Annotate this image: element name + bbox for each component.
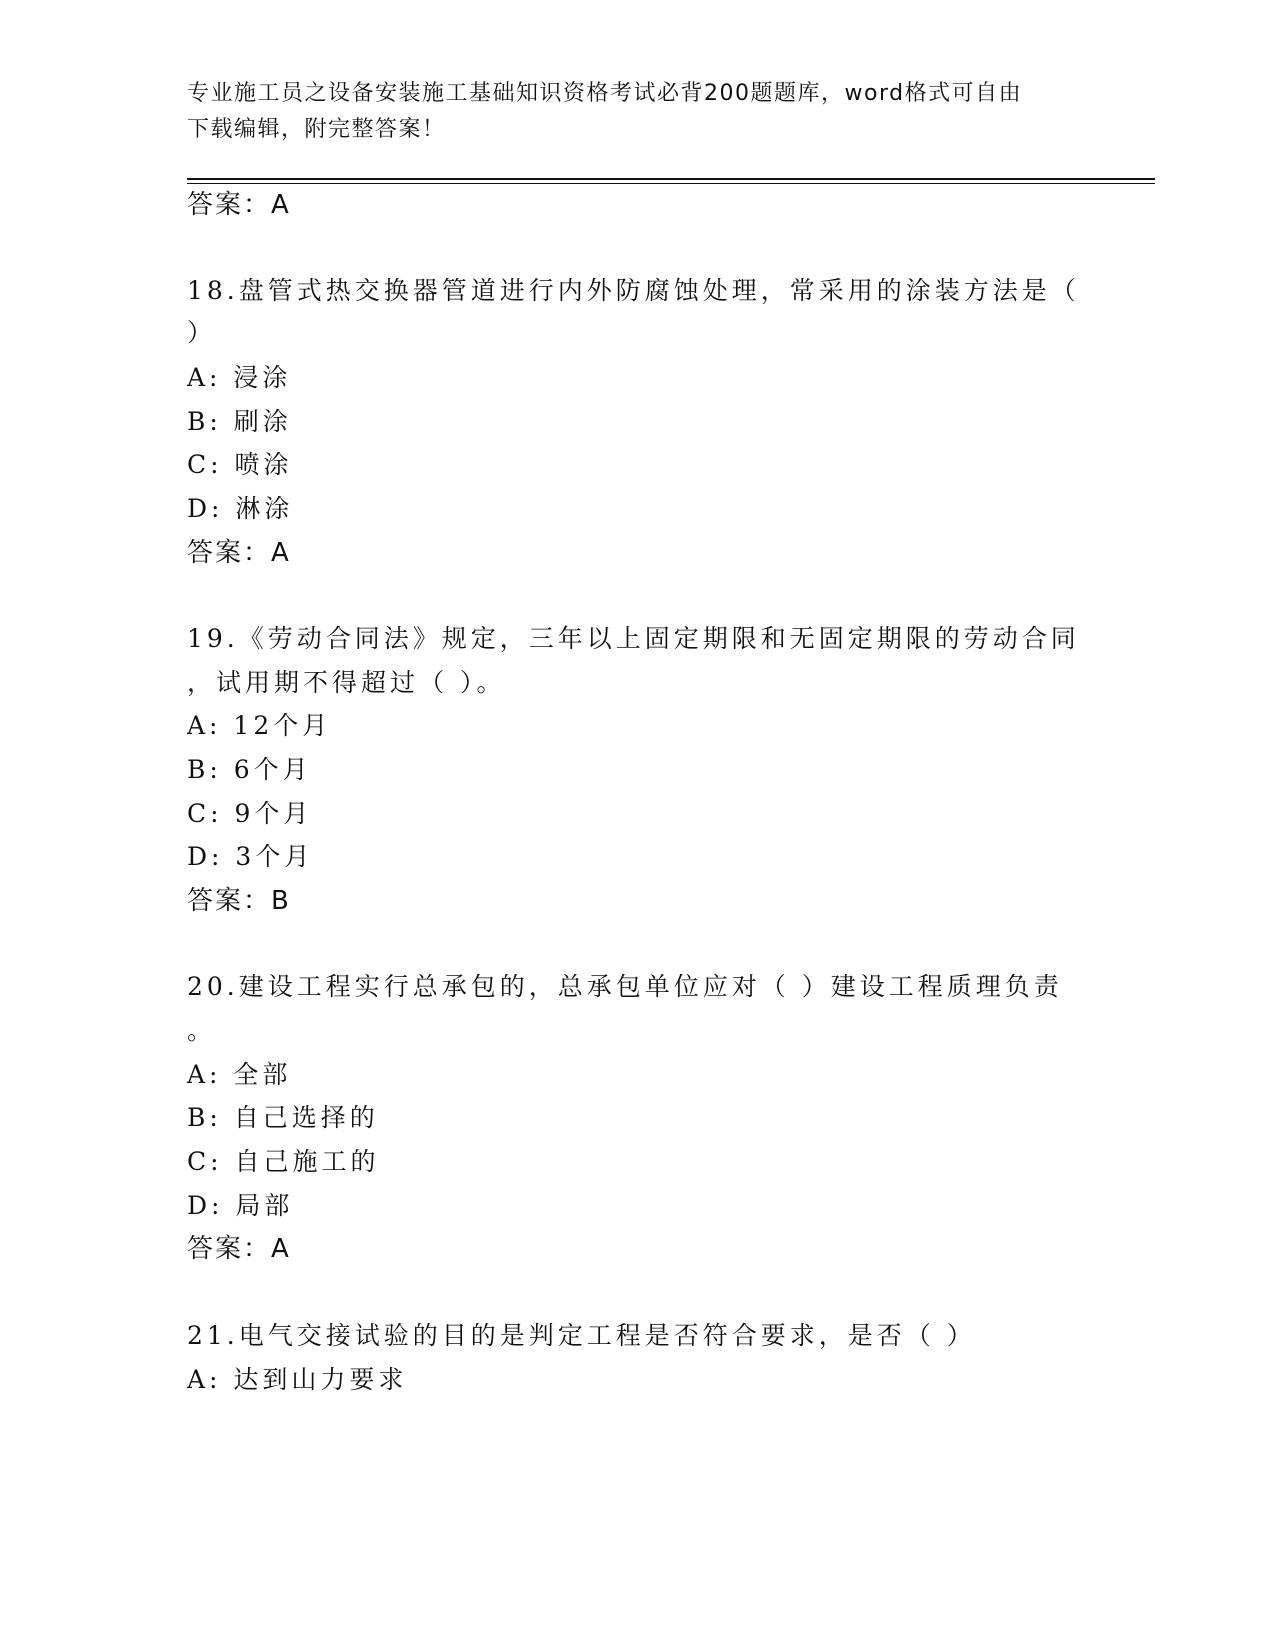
- question-21-text-line-1: 21.电气交接试验的目的是判定工程是否符合要求，是否（ ）: [187, 1321, 976, 1350]
- previous-answer: 答案：A: [187, 190, 291, 220]
- document-title-line-1: 专业施工员之设备安装施工基础知识资格考试必背200题题库，word格式可自由: [187, 81, 1023, 106]
- question-18-option-a: A: 浸涂: [187, 363, 292, 392]
- question-20-text-line-2: 。: [187, 1016, 217, 1045]
- question-21-option-a: A: 达到山力要求: [187, 1365, 408, 1394]
- question-20-option-a: A: 全部: [187, 1060, 292, 1089]
- question-19-option-c: C: 9个月: [187, 799, 313, 828]
- document-title: [187, 76, 1087, 148]
- header-rule-thick: [187, 178, 1155, 180]
- question-18-option-b: B: 刷涂: [187, 407, 292, 436]
- question-19-option-b: B: 6个月: [187, 755, 312, 784]
- question-18-answer: 答案：A: [187, 538, 291, 568]
- question-19-option-a: A: 12个月: [187, 711, 332, 740]
- question-18-option-d: D: 淋涂: [187, 494, 294, 523]
- question-20-text-line-1: 20.建设工程实行总承包的，总承包单位应对（ ）建设工程质理负责: [187, 972, 1063, 1001]
- question-19-answer: 答案：B: [187, 886, 291, 916]
- question-18-text-line-2: ）: [187, 318, 217, 347]
- question-18-option-c: C: 喷涂: [187, 450, 293, 479]
- question-19-text-line-1: 19.《劳动合同法》规定，三年以上固定期限和无固定期限的劳动合同: [187, 624, 1080, 653]
- question-20-option-d: D: 局部: [187, 1191, 294, 1220]
- question-18-text-line-1: 18.盘管式热交换器管道进行内外防腐蚀处理，常采用的涂装方法是（: [187, 276, 1080, 305]
- header-rule-thin: [187, 183, 1155, 184]
- question-20-answer: 答案：A: [187, 1234, 291, 1264]
- question-19-option-d: D: 3个月: [187, 842, 314, 871]
- question-19-text-line-2: ，试用期不得超过（ ）。: [187, 668, 506, 697]
- question-20-option-b: B: 自己选择的: [187, 1103, 379, 1132]
- document-title-line-2: 下载编辑，附完整答案！: [187, 117, 446, 142]
- question-20-option-c: C: 自己施工的: [187, 1147, 380, 1176]
